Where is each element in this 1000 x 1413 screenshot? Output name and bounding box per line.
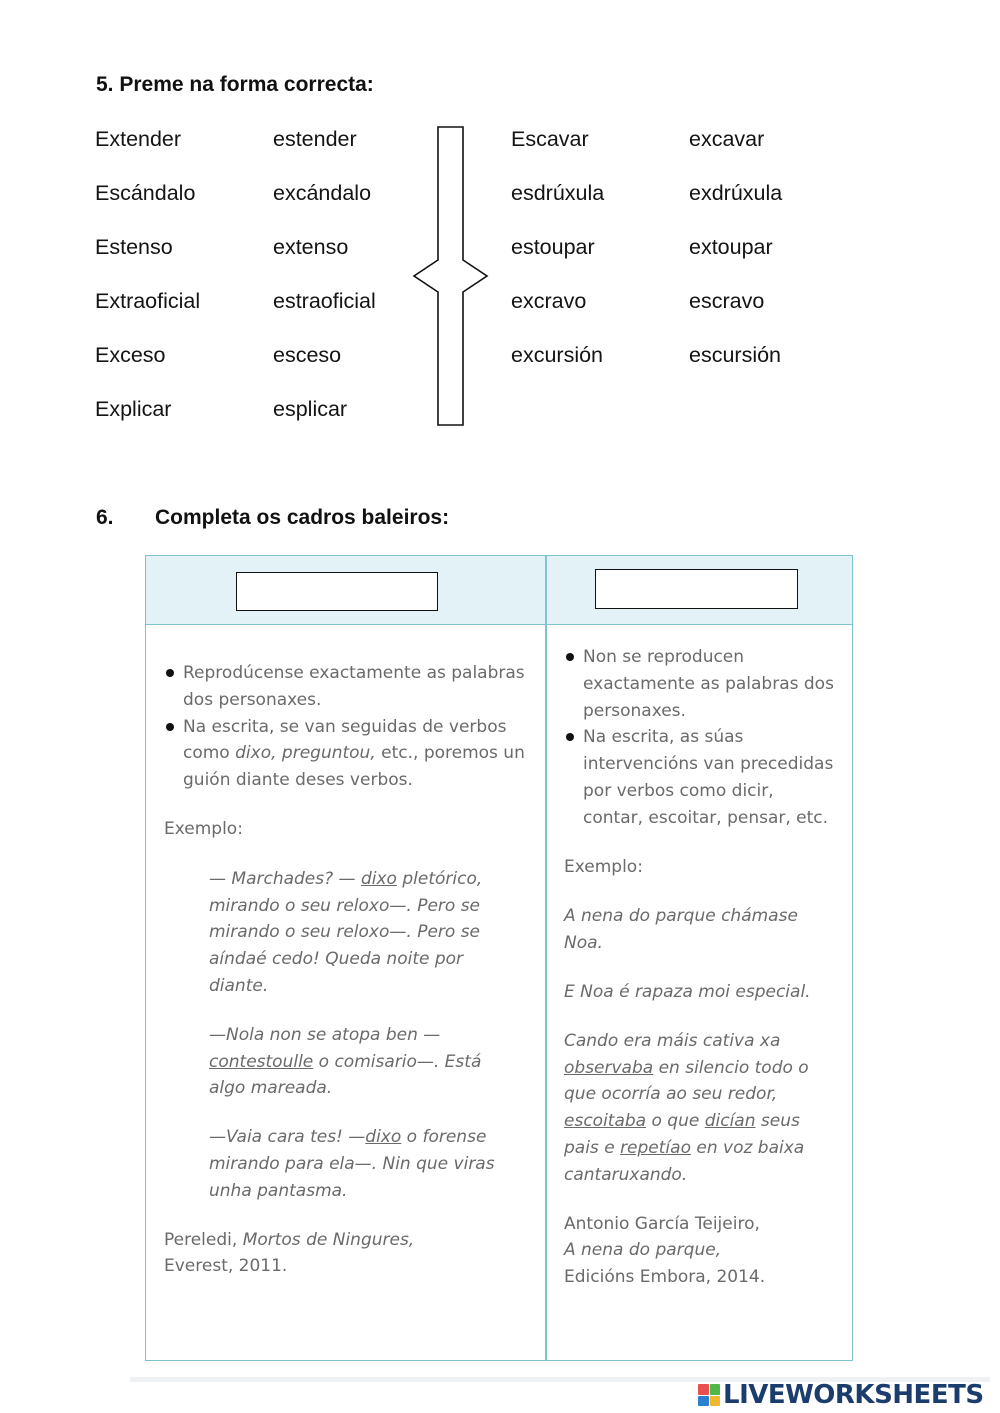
word-option[interactable]: Explicar — [95, 397, 172, 421]
word-option[interactable]: Escándalo — [95, 181, 196, 205]
word-option[interactable]: estender — [273, 127, 357, 151]
logo-text: LIVEWORKSHEETS — [723, 1380, 984, 1410]
word-option[interactable]: Escavar — [511, 127, 589, 151]
word-option[interactable]: extoupar — [689, 235, 773, 259]
logo-icon — [698, 1384, 720, 1406]
example-quote-2: —Nola non se atopa ben —contestoulle o comisario—. Está algo mareada. — [209, 1024, 482, 1099]
word-option[interactable]: escursión — [689, 343, 782, 367]
word-option[interactable]: esplicar — [273, 397, 348, 421]
example-paragraph-3: Cando era máis cativa xa observaba en silencio todo o que ocorría ao seu redor, escoitaba o que dicían seus pais e repetíao en voz baixa cantaruxando. — [564, 1030, 809, 1185]
list-item — [164, 660, 526, 714]
word-option[interactable]: esdrúxula — [511, 181, 605, 205]
list-item — [564, 644, 834, 724]
list-item — [564, 724, 834, 831]
source-citation: Pereledi, Mortos de Ningures, Everest, 2011. — [164, 1229, 415, 1277]
bullet-text: Non se reproducen exactamente as palabras dos personaxes. — [583, 647, 834, 721]
word-option[interactable]: excursión — [511, 343, 604, 367]
right-column-content — [564, 644, 834, 1291]
answer-input-left[interactable] — [236, 572, 438, 611]
logo-tile — [710, 1384, 721, 1395]
word-option[interactable]: Exceso — [95, 343, 166, 367]
left-column-content — [164, 660, 526, 1280]
word-option[interactable]: estraoficial — [273, 289, 376, 313]
word-option[interactable]: extenso — [273, 235, 349, 259]
word-option[interactable]: esceso — [273, 343, 342, 367]
exercise-5-title: 5. Preme na forma correcta: — [96, 73, 374, 96]
exercise-6-title: Completa os cadros baleiros: — [155, 506, 450, 529]
comparison-table — [145, 555, 853, 1361]
example-label: Exemplo: — [164, 818, 243, 839]
bullet-text: etc., poremos un guión diante deses verbos. — [183, 743, 525, 791]
bullet-text: Reprodúcense exactamente as palabras dos personaxes. — [183, 663, 525, 710]
word-option[interactable]: Extraoficial — [95, 289, 201, 313]
word-option[interactable]: excravo — [511, 289, 587, 313]
liveworksheets-logo[interactable] — [698, 1379, 984, 1411]
word-option[interactable]: exdrúxula — [689, 181, 783, 205]
bullet-text: Na escrita, as súas intervencións van precedidas por verbos como dicir, contar, escoitar, pensar, etc. — [583, 727, 834, 828]
source-citation: Antonio García Teijeiro, A nena do parque, Edicións Embora, 2014. — [564, 1213, 766, 1288]
answer-input-right[interactable] — [595, 569, 798, 609]
logo-tile — [698, 1396, 709, 1407]
word-option[interactable]: estoupar — [511, 235, 595, 259]
list-item — [164, 714, 526, 794]
example-quote-3: —Vaia cara tes! —dixo o forense mirando para ela—. Nin que viras unha pantasma. — [209, 1127, 495, 1201]
logo-tile — [710, 1396, 721, 1407]
bullet-text-italic: dixo, preguntou, — [235, 743, 376, 764]
table-column-divider — [545, 556, 547, 1360]
word-option[interactable]: Extender — [95, 127, 182, 151]
word-option[interactable]: Estenso — [95, 235, 173, 259]
example-paragraph-2: E Noa é rapaza moi especial. — [564, 981, 811, 1002]
divider-double-arrow-shape — [405, 120, 497, 432]
example-paragraph-1: A nena do parque chámase Noa. — [564, 906, 798, 954]
word-option[interactable]: excavar — [689, 127, 765, 151]
bullet-text: Na escrita, se van seguidas de verbos como — [183, 716, 507, 764]
word-option[interactable]: excándalo — [273, 181, 372, 205]
example-label: Exemplo: — [564, 856, 643, 877]
exercise-6-number: 6. — [96, 506, 114, 529]
example-quote-1: — Marchades? — dixo pletórico, mirando o seu reloxo—. Pero se mirando o seu reloxo—. Pero se aíndaé cedo! Queda noite por diante. — [209, 868, 483, 996]
word-option[interactable]: escravo — [689, 289, 765, 313]
logo-tile — [698, 1384, 709, 1395]
